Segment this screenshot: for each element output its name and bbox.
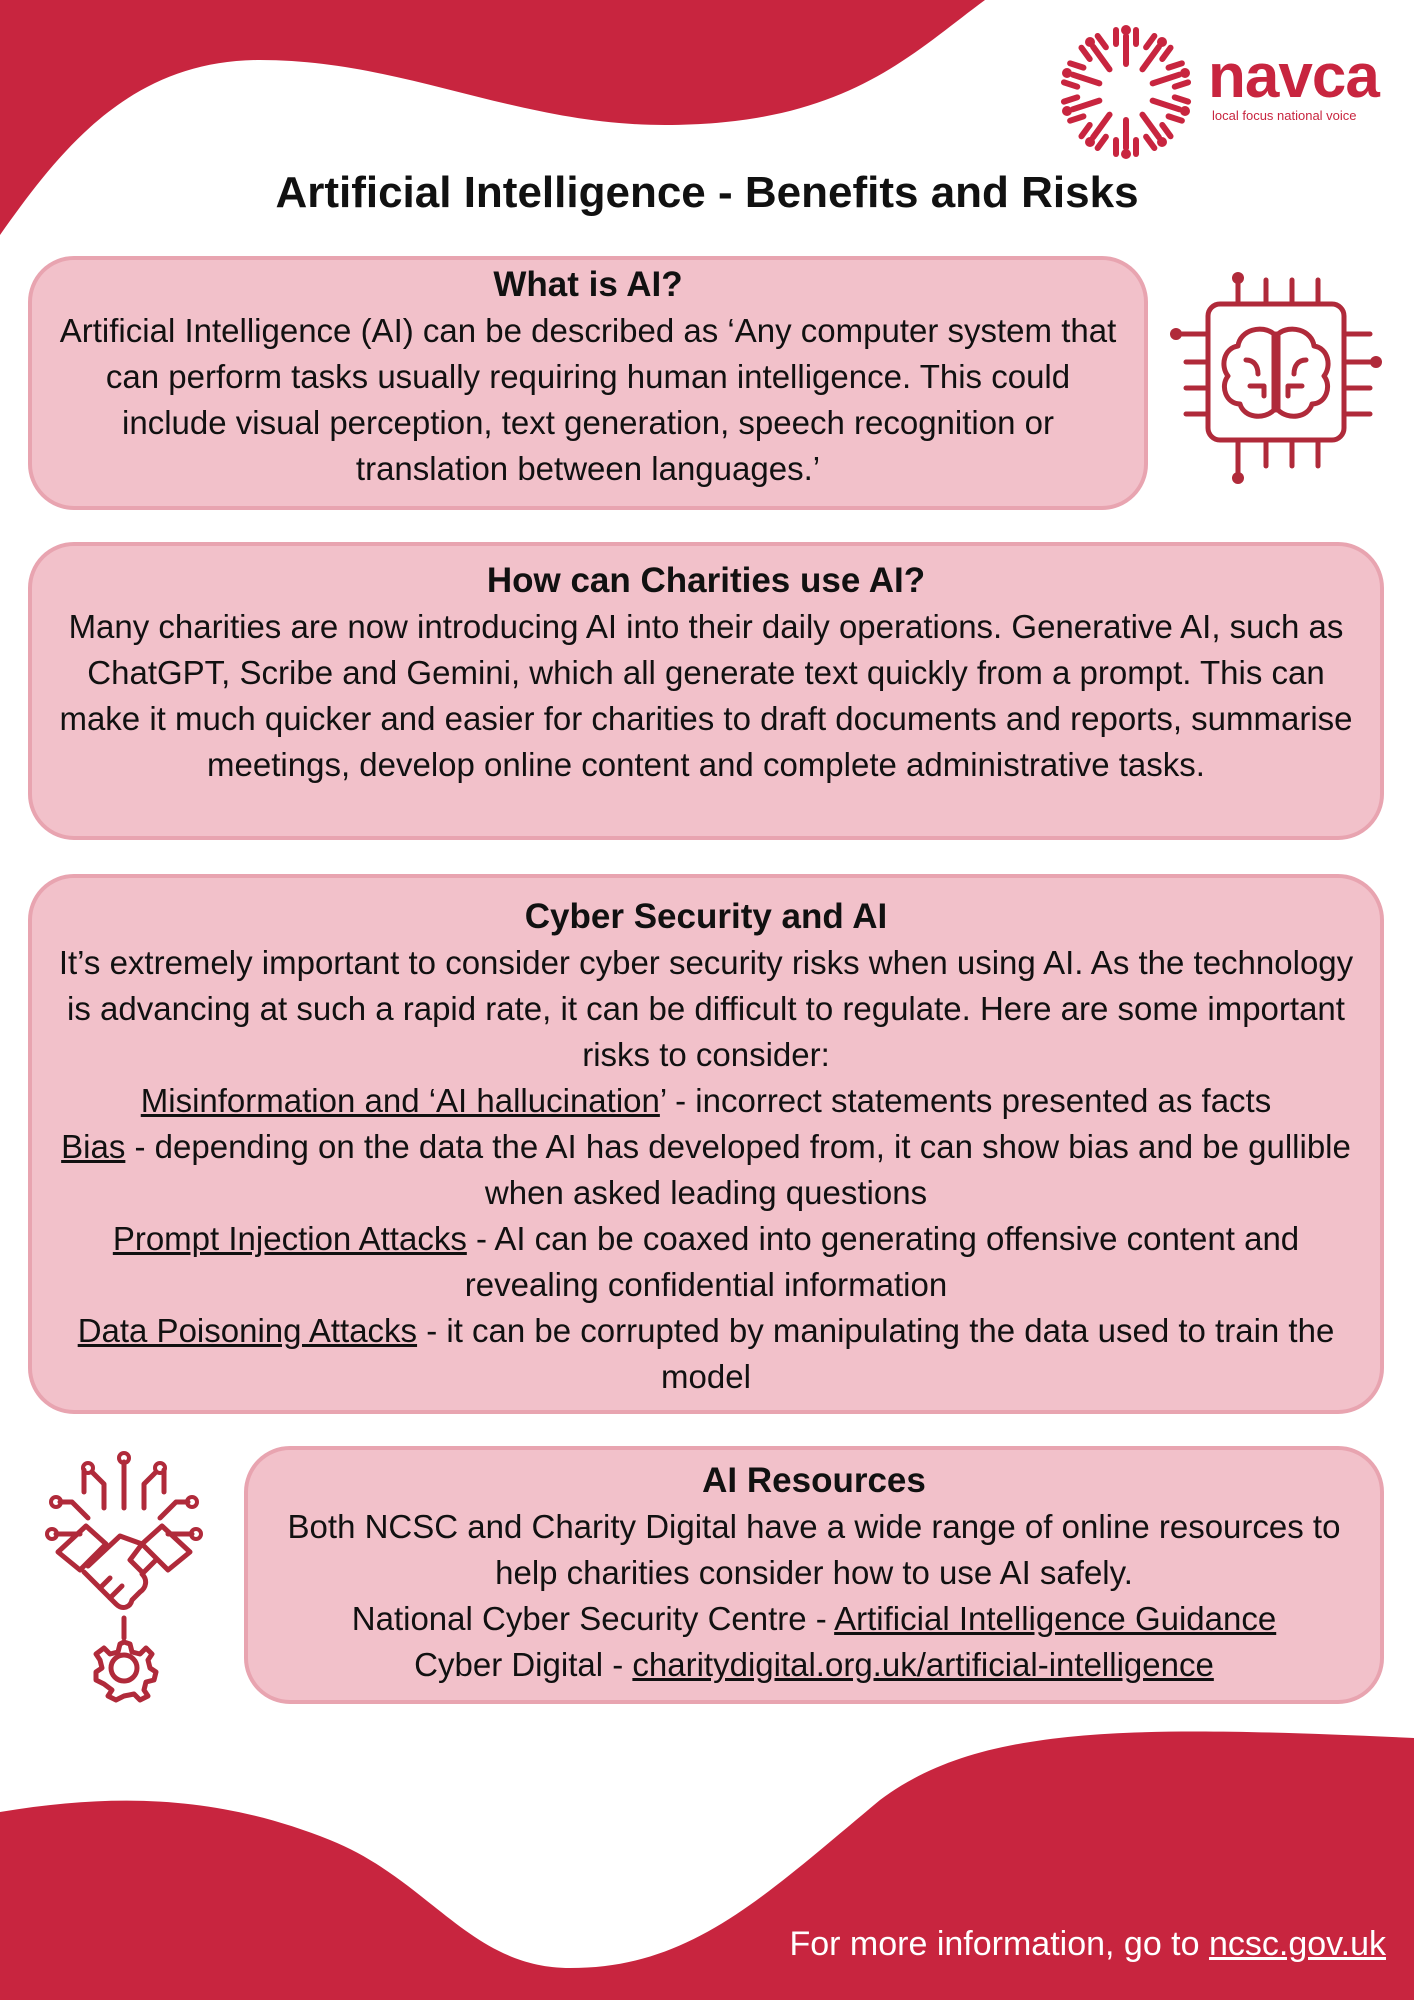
resources-card <box>244 1446 1384 1704</box>
risk-item <box>50 1078 1362 1124</box>
what-is-ai-heading: What is AI? <box>493 265 683 304</box>
resource-item <box>266 1642 1362 1688</box>
footer <box>789 1925 1386 1964</box>
navca-logo <box>1056 22 1386 162</box>
resources-heading: AI Resources <box>702 1461 926 1500</box>
charities-body: Many charities are now introducing AI into their daily operations. Generative AI, such as ChatGPT, Scribe and Gemini, which all generate text quickly from a prompt. This can make it much quicker and easier for charities to draft documents and reports, summarise meetings, develop online content and complete administrative tasks. <box>59 608 1353 783</box>
risk-desc: ’ - incorrect statements presented as facts <box>659 1082 1272 1119</box>
risk-item <box>50 1124 1362 1216</box>
cyber-intro: It’s extremely important to consider cyber security risks when using AI. As the technology is advancing at such a rapid rate, it can be difficult to regulate. Here are some important risks to consider: <box>58 944 1354 1073</box>
charities-heading: How can Charities use AI? <box>486 561 926 600</box>
footer-text: For more information, go to <box>789 1925 1209 1963</box>
what-is-ai-body: Artificial Intelligence (AI) can be described as ‘Any computer system that can perform tasks usually requiring human intelligence. This could include visual perception, text generation, speech recognition or translation between languages.’ <box>59 312 1117 487</box>
logo-tagline: local focus national voice <box>1212 108 1357 123</box>
brain-chip-icon <box>1166 268 1386 492</box>
cyber-security-card <box>28 874 1384 1414</box>
risk-term: Misinformation and ‘AI hallucination <box>140 1082 660 1119</box>
resources-intro: Both NCSC and Charity Digital have a wide range of online resources to help charities consider how to use AI safely. <box>287 1508 1341 1591</box>
resource-item <box>266 1596 1362 1642</box>
handshake-circuit-icon <box>44 1448 204 1704</box>
charities-card <box>28 542 1384 840</box>
logo-wordmark: navca <box>1208 42 1379 111</box>
risk-term: Data Poisoning Attacks <box>77 1312 418 1349</box>
resource-prefix: National Cyber Security Centre - <box>351 1600 835 1637</box>
what-is-ai-card <box>28 256 1148 510</box>
cyber-heading: Cyber Security and AI <box>524 897 888 936</box>
risk-desc: - it can be corrupted by manipulating the data used to train the model <box>417 1312 1335 1395</box>
ncsc-link[interactable]: ncsc.gov.uk <box>1208 1925 1386 1963</box>
ai-guidance-link[interactable]: Artificial Intelligence Guidance <box>834 1600 1277 1637</box>
charity-digital-link[interactable]: charitydigital.org.uk/artificial-intelligence <box>632 1646 1214 1683</box>
risk-term: Bias <box>61 1128 126 1165</box>
risk-desc: - AI can be coaxed into generating offensive content and revealing confidential information <box>464 1220 1300 1303</box>
people-circle-icon <box>1056 22 1196 162</box>
risk-desc: - depending on the data the AI has developed from, it can show bias and be gullible when asked leading questions <box>125 1128 1351 1211</box>
resource-prefix: Cyber Digital - <box>414 1646 633 1683</box>
risk-term: Prompt Injection Attacks <box>112 1220 467 1257</box>
risk-item <box>50 1308 1362 1400</box>
risk-item <box>50 1216 1362 1308</box>
page-title: Artificial Intelligence - Benefits and Risks <box>275 168 1139 217</box>
